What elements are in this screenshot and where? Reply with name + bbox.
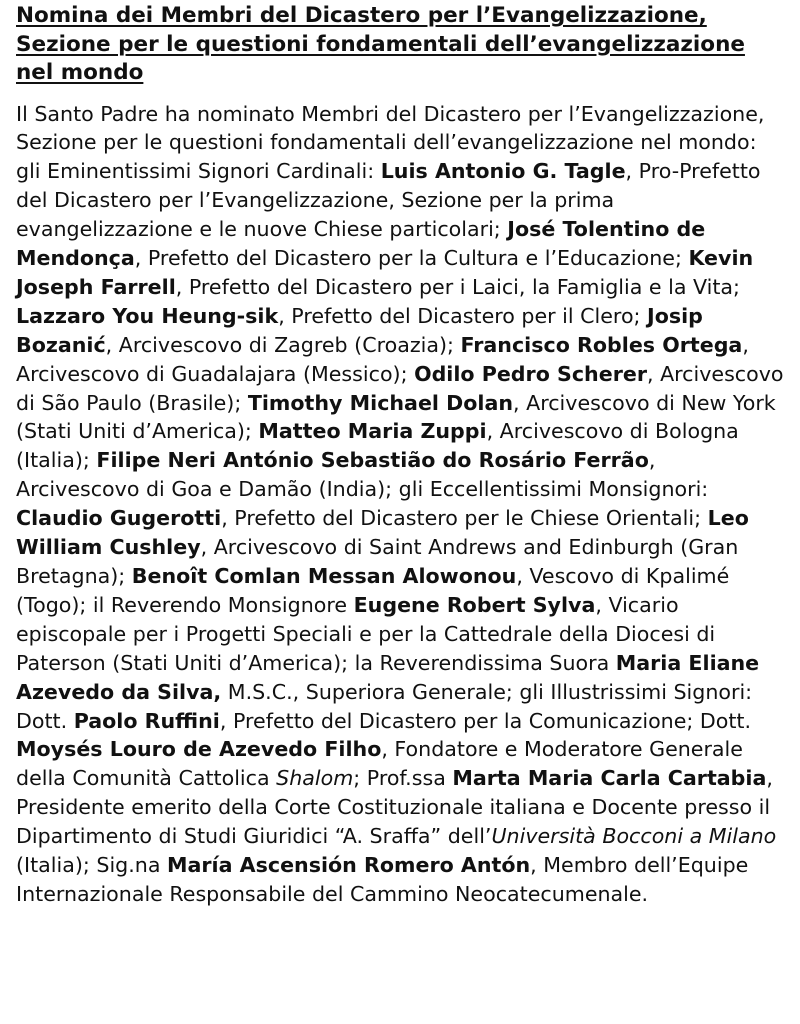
text-run: , Fondatore e Moderatore Generale della Comunità Cattolica	[16, 737, 743, 791]
bold-name-run: Kevin Joseph Farrell	[16, 246, 754, 299]
bold-name-run: Francisco Robles Ortega	[460, 332, 743, 357]
text-run: , Arcivescovo di Goa e Damão (India); gli Eccellentissimi Monsignori:	[16, 448, 709, 502]
text-run: , Prefetto del Dicastero per il Clero;	[278, 303, 648, 328]
body-paragraph	[16, 100, 784, 909]
bold-name-run: Matteo Maria Zuppi	[258, 419, 487, 444]
bold-name-run: Claudio Gugerotti	[16, 506, 222, 531]
bold-name-run: José Tolentino de Mendonça	[16, 217, 706, 271]
text-run: , Presidente emerito della Corte Costituzionale italiana e Docente presso il Dipartimento di Studi Giuridici “A. Sraffa” dell’	[16, 766, 773, 849]
text-run: , Vicario episcopale per i Progetti Speciali e per la Cattedrale della Diocesi di Paterson (Stati Uniti d’America); la Reverendissima Suora	[16, 592, 716, 675]
text-run: , Prefetto del Dicastero per la Cultura e l’Educazione;	[134, 246, 689, 271]
bold-name-run: Maria Eliane Azevedo da Silva,	[16, 650, 760, 704]
text-run: , Pro-Prefetto del Dicastero per l’Evangelizzazione, Sezione per la prima evangelizzazione e le nuove Chiese particolari;	[16, 159, 761, 242]
bold-name-run: Odilo Pedro Scherer	[414, 361, 647, 386]
bold-name-run: Leo William Cushley	[16, 506, 749, 560]
bold-name-run: Eugene Robert Sylva	[353, 592, 596, 617]
italic-text-run: Shalom	[276, 766, 354, 791]
text-run: , Prefetto del Dicastero per la Comunicazione; Dott.	[219, 708, 752, 733]
text-run: , Membro dell’Equipe Internazionale Responsabile del Cammino Neocatecumenale.	[16, 853, 749, 906]
text-run: M.S.C., Superiora Generale; gli Illustrissimi Signori: Dott.	[16, 679, 753, 733]
document-title	[16, 2, 784, 88]
text-run: , Arcivescovo di São Paulo (Brasile);	[16, 361, 784, 415]
italic-text-run: Università Bocconi a Milano	[491, 824, 777, 849]
bold-name-run: Paolo Ruffini	[73, 708, 220, 733]
text-run: , Arcivescovo di Bologna (Italia);	[16, 419, 739, 473]
text-run: , Arcivescovo di New York (Stati Uniti d’America);	[16, 390, 776, 444]
text-run: Il Santo Padre ha nominato Membri del Dicastero per l’Evangelizzazione, Sezione per le questioni fondamentali dell’evangelizzazione nel mondo: gli Eminentissimi Signori Cardinali:	[16, 101, 765, 184]
text-run: , Vescovo di Kpalimé (Togo); il Reverendo Monsignore	[16, 564, 730, 617]
bold-name-run: María Ascensión Romero Antón	[167, 853, 531, 878]
bold-name-run: Moysés Louro de Azevedo Filho	[16, 737, 382, 762]
bold-name-run: Filipe Neri António Sebastião do Rosário Ferrão	[96, 448, 649, 473]
bold-name-run: Timothy Michael Dolan	[247, 390, 514, 415]
bold-name-run: Marta Maria Carla Cartabia	[452, 766, 767, 791]
title-line-2: Sezione per le questioni fondamentali dell’evangelizzazione	[16, 31, 745, 57]
bold-name-run: Josip Bozanić	[16, 303, 703, 357]
title-line-1: Nomina dei Membri del Dicastero per l’Evangelizzazione,	[16, 3, 707, 28]
title-line-3: nel mondo	[16, 60, 144, 85]
text-run: (Italia); Sig.na	[16, 853, 168, 878]
text-run: , Arcivescovo di Zagreb (Croazia);	[105, 332, 461, 357]
bold-name-run: Lazzaro You Heung-sik	[16, 303, 279, 328]
text-run: , Arcivescovo di Saint Andrews and Edinburgh (Gran Bretagna);	[16, 535, 739, 588]
text-run: , Prefetto del Dicastero per le Chiese Orientali;	[221, 506, 708, 531]
text-run: ; Prof.ssa	[353, 766, 453, 791]
bold-name-run: Benoît Comlan Messan Alowonou	[131, 564, 517, 588]
text-run: , Arcivescovo di Guadalajara (Messico);	[16, 332, 749, 386]
bold-name-run: Luis Antonio G. Tagle	[380, 159, 626, 184]
text-run: , Prefetto del Dicastero per i Laici, la Famiglia e la Vita;	[175, 274, 740, 299]
